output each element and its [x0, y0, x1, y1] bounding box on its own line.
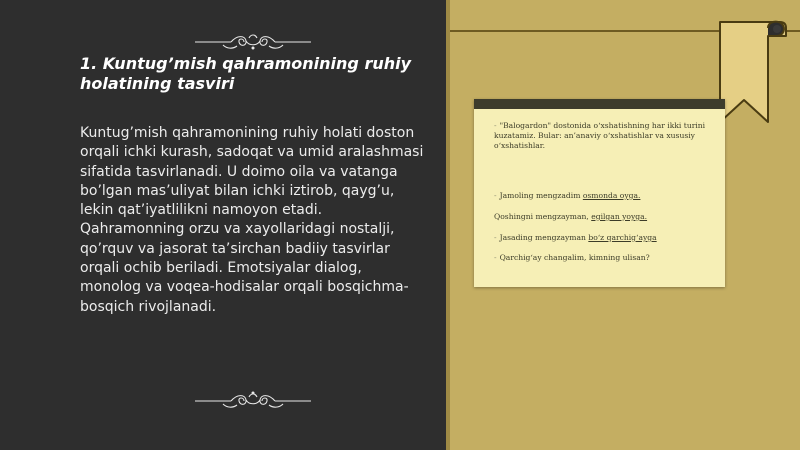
panel-divider: [446, 0, 450, 450]
heading-line-2: holatining tasviri: [80, 74, 235, 93]
bullet-marker: -: [494, 191, 497, 200]
verse-line-2: [494, 212, 647, 222]
scroll-ornament-icon: [193, 31, 313, 53]
heading-line-1: 1. Kuntug’mish qahramonining ruhiy: [80, 54, 412, 73]
verse-line-3-underlined: bo‘z qarchig‘ayga: [588, 233, 657, 242]
verse-line-1: [494, 191, 640, 201]
verse-line-3-start: Jasading mengzayman: [499, 233, 589, 242]
card-quote: [494, 121, 712, 151]
verse-line-1-underlined: osmonda oyga.: [582, 191, 641, 200]
slide-body-text: Kuntug’mish qahramonining ruhiy holati doston orqali ichki kurash, sadoqat va umid aralashmasi sifatida tasvirlanadi. U doimo oila va vatanga bo’lgan mas’uliyat bilan ichki iztirob, qayg’u, lekin qat’iyatlilikni namoyon etadi. Qahramonning orzu va xayollaridagi nostalji, qo’rquv va jasorat ta’sirchan badiiy tasvirlar orqali ochib beriladi. Emotsiyalar dialog, monolog va voqea-hodisalar orqali bosqichma-bosqich rivojlanadi.: [80, 125, 424, 315]
verse-line-1-start: Jamoling mengzadim: [499, 191, 583, 200]
slide-heading: [80, 54, 420, 94]
verse-line-2-underlined: egilgan yoyga.: [591, 212, 648, 221]
verse-line-2-start: Qoshingni mengzayman,: [494, 212, 592, 221]
verse-line-4-text: Qarchig‘ay changalim, kimning ulisan?: [499, 253, 650, 262]
bullet-marker: -: [494, 233, 497, 242]
verse-line-4: [494, 253, 650, 263]
bullet-marker: -: [494, 121, 497, 130]
verse-line-3: [494, 233, 657, 243]
bookmark-ribbon-icon: [718, 18, 788, 128]
scroll-ornament-icon: [193, 390, 313, 412]
card-header-bar: [474, 99, 725, 109]
quote-card: [474, 99, 725, 287]
card-quote-text: "Balogardon" dostonida o‘xshatishning har ikki turini kuzatamiz. Bular: an’anaviy o‘xshatishlar va xususiy o‘xshatishlar.: [494, 121, 706, 150]
bullet-marker: -: [494, 253, 497, 262]
